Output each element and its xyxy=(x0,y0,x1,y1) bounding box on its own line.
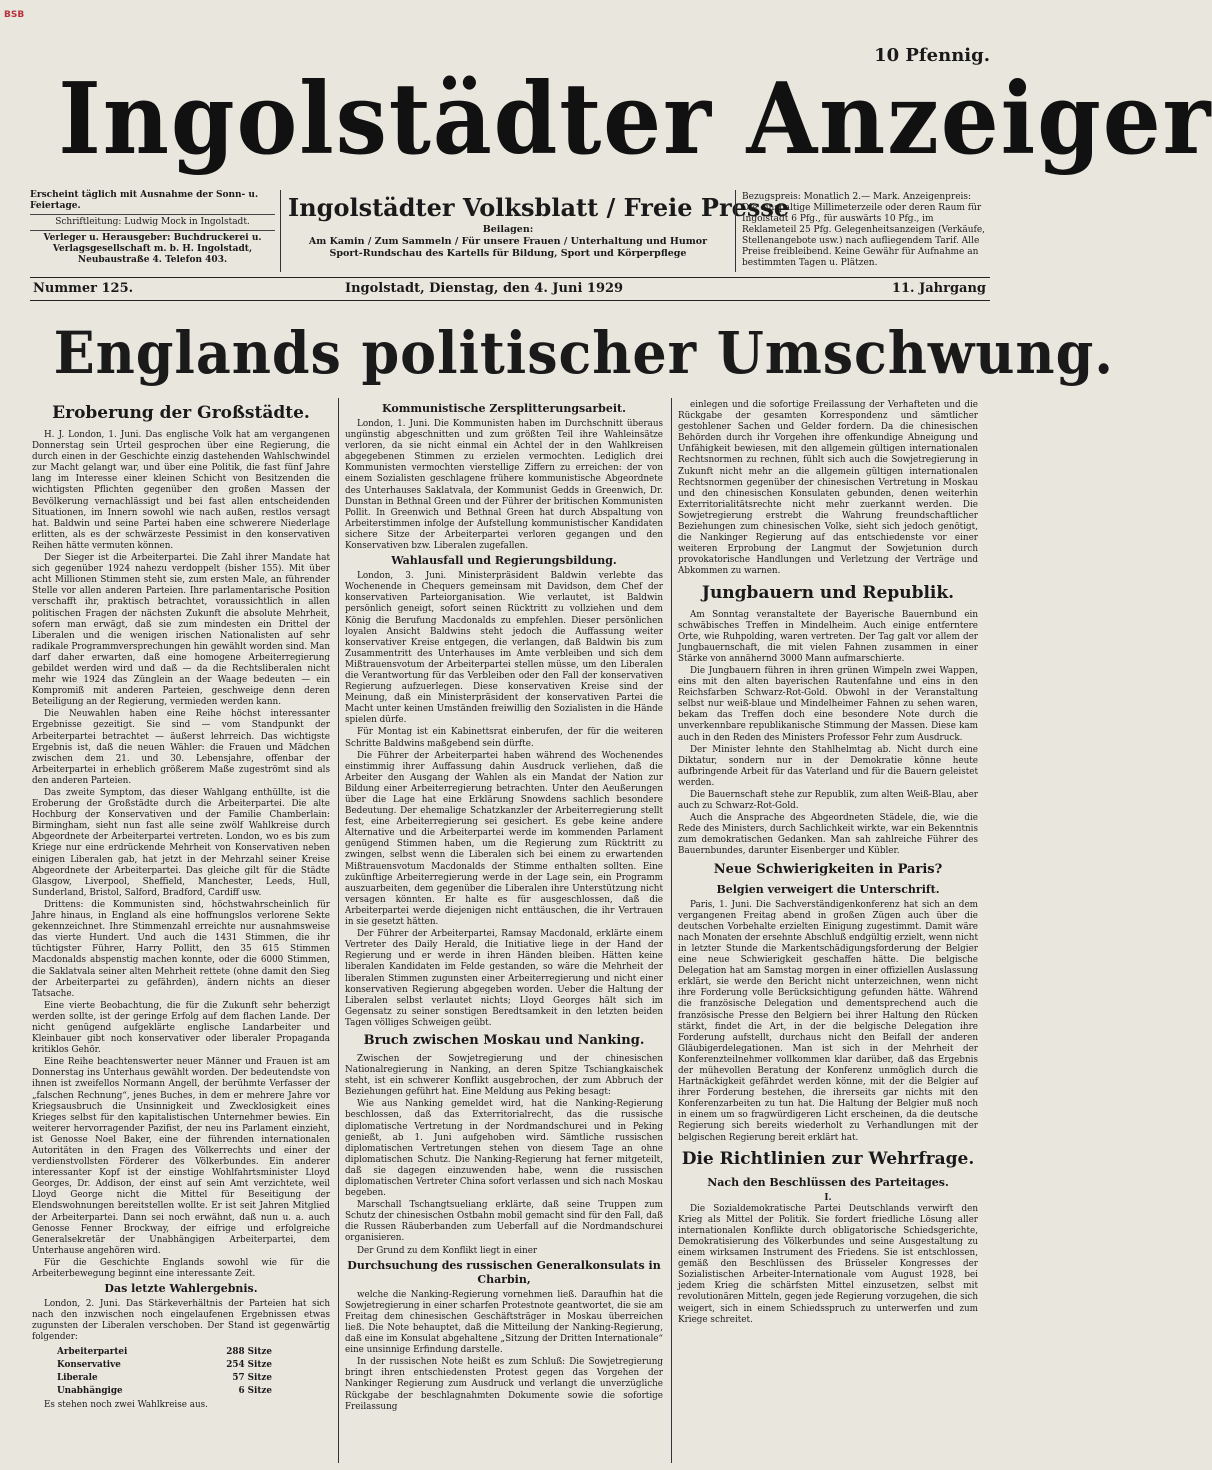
election-results-table xyxy=(57,1346,272,1398)
section-heading: Belgien verweigert die Unterschrift. xyxy=(716,882,940,896)
article-column-2 xyxy=(345,400,663,1463)
column-divider xyxy=(671,398,672,1463)
paragraph: Der Sieger ist die Arbeiterpartei. Die Zahl ihrer Mandate hat sich gegenüber 1924 nahezu verdoppelt (bisher 155). Mit über acht Millionen Stimmen steht sie, zum ersten Male, an führender Stelle vor allen anderen Parteien. Ihre parlamentarische Position verschafft ihr, praktisch betrachtet, voraussichtlich in allen politischen Fragen der nächsten Zukunft die absolute Mehrheit, sofern man erwägt, daß sie zum mindesten ein Drittel der Liberalen und die wenigen irischen Nationalisten auf sehr radikale Programmversprechungen hin gewählt worden sind. Man darf daher erwarten, daß eine homogene Arbeiterregierung gebildet werden wird und daß — da die Rechtsliberalen nicht mehr wie 1924 das Zünglein an der Waage bedeuten — ein Kompromiß mit anderen Parteien, geschweige denn deren Beteiligung an der Regierung, vermieden werden kann. xyxy=(32,553,330,708)
paragraph: Der Minister lehnte den Stahlhelmtag ab. Nicht durch eine Diktatur, sondern nur in der Demokratie könne heute aufbringende Arbeit für das Vaterland und für die Bauern geleistet werden. xyxy=(678,744,978,788)
paragraph: einlegen und die sofortige Freilassung der Verhafteten und die Rückgabe der gesamten Korrespondenz und sämtlicher gestohlener Sachen und Gelder fordern. Da die chinesischen Behörden durch ihr Vorgehen ihre offenkundige Abneigung und Unfähigkeit bewiesen, mit den allgemein gültigen internationalen Rechtsnormen zu rechnen, fühlt sich auch die Sowjetregierung in Zukunft nicht mehr an die allgemein gültigen internationalen Rechtsnormen gegenüber der chinesischen Vertretung in Moskau und den chinesischen Konsulaten gebunden, denen weiterhin Exterritorialitätsrechte nicht mehr zuerkannt werden. Die Sowjetregierung erstrebt die Wahrung freundschaftlicher Beziehungen zum chinesischen Volke, sieht sich jedoch genötigt, die Nankinger Regierung auf das entschiedenste vor einer weiteren Erprobung der Langmut der Sowjetunion durch provokatorische Handlungen und Verletzung der Verträge und Abkommen zu warnen. xyxy=(678,400,978,577)
paragraph: Für Montag ist ein Kabinettsrat einberufen, der für die weiteren Schritte Baldwins maßgebend sein dürfte. xyxy=(345,727,663,749)
library-stamp: BSB xyxy=(4,10,25,20)
column-divider xyxy=(338,398,339,1463)
pricing-box: Bezugspreis: Monatlich 2.— Mark. Anzeigenpreis: Die einspaltige Millimeterzeile oder deren Raum für Ingolstadt 6 Pfg., für auswärts 10 Pfg., im Reklameteil 25 Pfg. Gelegenheitsanzeigen (Verkäufe, Stellenangebote usw.) nach aufliegendem Tarif. Alle Preise freibleibend. Keine Gewähr für Aufnahme an bestimmten Tagen u. Plätzen. xyxy=(742,192,986,268)
issue-number: Nummer 125. xyxy=(33,281,134,296)
paragraph: Paris, 1. Juni. Die Sachverständigenkonferenz hat sich an dem vergangenen Freitag abend in großen Zügen auch über die deutschen Vorbehalte erzielten Einigung zugestimmt. Damit wäre nach Monaten der ersehnte Abschluß endgültig erzielt, wenn nicht in letzter Stunde die Markentschädigungsforderung der Belgier eine neue Schwierigkeit geschaffen hätte. Die belgische Delegation hat am Samstag morgen in einer offiziellen Auslassung erklärt, sie werde den Bericht nicht unterzeichnen, wenn nicht ihre Forderung volle Berücksichtigung gefunden hätte. Während die französische Delegation und dementsprechend auch die französische Presse den Belgiern bei ihrer Haltung den Rücken stärkt, findet die Art, in der die belgische Delegation ihre Forderung aufstellt, durchaus nicht den Beifall der anderen Gläubigerdelegationen. Man ist sich in der Mehrheit der Konferenzteilnehmer vollkommen klar darüber, daß das Ergebnis der mühevollen Beratung der Konferenz unmöglich durch die Hartnäckigkeit gefährdet werden könne, mit der die Belgier auf ihrer Forderung bestehen, die ihrerseits gar nichts mit den Konferenzarbeiten zu tun hat. Die Haltung der Belgier muß noch in einem um so fragwürdigeren Licht erscheinen, da die deutsche Regierung sich bereits wiederholt zu Verhandlungen mit der belgischen Regierung bereit erklärt hat. xyxy=(678,899,978,1143)
section-heading: Das letzte Wahlergebnis. xyxy=(104,1282,258,1296)
masthead: Ingolstädter Anzeiger xyxy=(58,62,1212,177)
paragraph: Am Sonntag veranstaltete der Bayerische Bauernbund ein schwäbisches Treffen in Mindelheim. Auch einige entferntere Orte, wie Ruhpolding, waren vertreten. Der Tag galt vor allem der Jungbauernschaft, die mit vielen Fahnen zusammen in einer Stärke von annähernd 3000 Mann aufmarschierte. xyxy=(678,609,978,664)
article-title: Kommunistische Zersplitterungsarbeit. xyxy=(382,402,626,415)
paragraph: London, 2. Juni. Das Stärkeverhältnis der Parteien hat sich nach den inzwischen noch eingelaufenen Ergebnissen etwas zugunsten der Liberalen verschoben. Der Stand ist gegenwärtig folgender: xyxy=(32,1299,330,1343)
article-column-3 xyxy=(678,400,978,1463)
section-heading: Nach den Beschlüssen des Parteitages. xyxy=(707,1175,949,1189)
editor-note: Schriftleitung: Ludwig Mock in Ingolstadt. xyxy=(30,215,275,231)
paragraph: Die Führer der Arbeiterpartei haben während des Wochenendes einstimmig ihrer Auffassung dahin Ausdruck verliehen, daß die Arbeiter den Ausgang der Wahlen als ein Mandat der Nation zur Bildung einer Arbeiterregierung betrachten. Unter den Aeußerungen über die Lage hat eine Erklärung Snowdens sachlich besondere Bedeutung. Der ehemalige Schatzkanzler der Arbeiterregierung stellt fest, eine Arbeiterregierung sei gesichert. Es gebe keine andere Alternative und die Arbeiterpartei werde im kommenden Parlament genügend Stimmen haben, um die Regierung zum Rücktritt zu zwingen, selbst wenn die Liberalen sich bei einem zu erwartenden Mißtrauensvotum Macdonalds der Stimme enthalten sollten. Eine zukünftige Arbeiterregierung werde in der Lage sein, ein Programm auszuarbeiten, dem gegenüber die Liberalen ihre Unterstützung nicht versagen könnten. Er halte es für ausgeschlossen, daß die Arbeiterpartei werde diejenigen nicht enttäuschen, die ihr Vertrauen in sie gesetzt hätten. xyxy=(345,750,663,928)
paragraph: Zwischen der Sowjetregierung und der chinesischen Nationalregierung in Nanking, an deren Spitze Tschiangkaischek steht, ist ein schwerer Konflikt ausgebrochen, der zum Abbruch der Beziehungen geführt hat. Eine Meldung aus Peking besagt: xyxy=(345,1053,663,1098)
supplements-line-2: Sport-Rundschau des Kartells für Bildung, Sport und Körperpflege xyxy=(329,248,687,259)
paragraph: Der Führer der Arbeiterpartei, Ramsay Macdonald, erklärte einem Vertreter des Daily Herald, die Initiative liege in der Hand der Regierung und er werde in ihren Händen bleiben. Hätten keine liberalen Kandidaten im Felde gestanden, so wäre die Mehrheit der liberalen Stimmen zugunsten einer Arbeiterregierung und nicht einer konservativen Regierung abgegeben worden. Ueber die Haltung der Liberalen selbst verlautet nichts; Lloyd Georges hält sich im Gegensatz zu seiner sonstigen Beredtsamkeit in den letzten beiden Tagen völliges Schweigen geübt. xyxy=(345,929,663,1028)
section-heading: Durchsuchung des russischen Generalkonsulats in Charbin, xyxy=(347,1258,661,1286)
divider xyxy=(30,300,990,301)
paragraph: Eine Reihe beachtenswerter neuer Männer und Frauen ist am Donnerstag ins Unterhaus gewählt worden. Der bedeutendste von ihnen ist zweifellos Normann Angell, der berühmte Verfasser der „falschen Rechnung“, jenes Buches, in dem er mehrere Jahre vor Kriegsausbruch die Unsinnigkeit und Zwecklosigkeit eines Krieges selbst für den kapitalistischen Unternehmer bewies. Ein weiterer hervorragender Pazifist, der neu ins Parlament einzieht, ist Genosse Noel Baker, eine der führenden internationalen Autoritäten in den Fragen des Völkerrechts und einer der verdienstvollsten Förderer des Völkerbundes. Ein anderer interessanter Kopf ist der einstige Wohlfahrtsminister Lloyd Georges, Dr. Addison, der einst auf sein Amt verzichtete, weil Lloyd George nicht die Mittel für Beseitigung der Elendswohnungen bereitstellen wollte. Er ist seit Jahren Mitglied der Arbeiterpartei. Dann sei noch erwähnt, daß nun u. a. auch Genosse Fenner Brockway, der eifrige und erfolgreiche Generalsekretär der Unabhängigen Arbeiterpartei, dem Unterhause angehören wird. xyxy=(32,1057,330,1256)
paragraph: Der Grund zu dem Konflikt liegt in einer xyxy=(357,1245,538,1256)
paragraph: Eine vierte Beobachtung, die für die Zukunft sehr beherzigt werden sollte, ist der geringe Erfolg auf dem flachen Lande. Der nicht genügend aufgeklärte englische Landarbeiter und Kleinbauer gibt noch konservativer oder liberaler Propaganda kritiklos Gehör. xyxy=(32,1000,330,1056)
paragraph: Marschall Tschangtsueliang erklärte, daß seine Truppen zum Schutz der chinesischen Ostbahn mobil gemacht sind für den Fall, daß die Russen Räuberbanden zum Ueberfall auf die Nordmandschurei organisieren. xyxy=(345,1200,663,1244)
paragraph: London, 1. Juni. Die Kommunisten haben im Durchschnitt überaus ungünstig abgeschnitten und zum größten Teil ihre Wahleinsätze verloren, da sie nicht einmal ein Achtel der in den Wahlkreisen abgegebenen Stimmen zu erzielen vermochten. Lediglich drei Kommunisten vermochten vierstellige Ziffern zu erreichen: der von einem Sozialisten geschlagene frühere kommunistische Abgeordnete des Unterhauses Saklatvala, der Kommunist Gedds in Greenwich, Dr. Dunstan in Bethnal Green und der Führer der britischen Kommunisten Pollit. In Greenwich und Bethnal Green hat durch Abspaltung von Arbeiterstimmen infolge der Aufstellung kommunistischer Kandidaten sichere Sitze der Arbeiterpartei verloren gegangen und den Konservativen bzw. Liberalen zugefallen. xyxy=(345,419,663,552)
table-row: Liberale 57 Sitze xyxy=(57,1372,272,1383)
table-row: Unabhängige 6 Sitze xyxy=(57,1385,272,1396)
issue-date: Ingolstadt, Dienstag, den 4. Juni 1929 xyxy=(345,281,624,296)
divider xyxy=(735,190,736,272)
volume: 11. Jahrgang xyxy=(891,281,986,296)
paragraph: welche die Nanking-Regierung vornehmen ließ. Daraufhin hat die Sowjetregierung in einer scharfen Protestnote geantwortet, die sie am Freitag dem chinesischen Geschäftsträger in Moskau überreichen ließ. Die Note behauptet, daß die Mitteilung der Nanking-Regierung, daß eine im Konsulat abgehaltene „Sitzung der Dritten Internationale“ eine unsinnige Erfindung darstelle. xyxy=(345,1289,663,1356)
article-title: Die Richtlinien zur Wehrfrage. xyxy=(681,1148,975,1169)
section-number: I. xyxy=(824,1192,832,1203)
supplements xyxy=(288,224,728,260)
paragraph: Drittens: die Kommunisten sind, höchstwahrscheinlich für Jahre hinaus, in England als eine hoffnungslos verlorene Sekte gekennzeichnet. Ihre Stimmenzahl erreichte nur ausnahmsweise das vierte Hundert. Und auch die 1431 Stimmen, die ihr tüchtigster Führer, Harry Pollitt, den 35 615 Stimmen Macdonalds abspenstig machen konnte, oder die 6000 Stimmen, die Saklatvala seiner alten Mehrheit rettete (ohne damit den Sieg der Arbeiterpartei zu gefährden), ändern nichts an dieser Tatsache. xyxy=(32,899,330,999)
article-title: Neue Schwierigkeiten in Paris? xyxy=(713,861,943,877)
publisher-note: Verleger u. Herausgeber: Buchdruckerei u. Verlagsgesellschaft m. b. H. Ingolstadt, Neubaustraße 4. Telefon 403. xyxy=(43,233,262,265)
divider xyxy=(30,277,990,278)
paragraph: London, 3. Juni. Ministerpräsident Baldwin verlebte das Wochenende in Chequers gemeinsam mit Davidson, dem Chef der konservativen Parteiorganisation. Wie verlautet, ist Baldwin persönlich geneigt, sofort seinen Rücktritt zu vollziehen und dem König die Berufung Macdonalds zu empfehlen. Dieser persönlichen loyalen Ansicht Baldwins steht jedoch die Auffassung weiter konservativer Kreise entgegen, die verlangen, daß Baldwin bis zum Zusammentritt des Unterhauses im Amte verbleiben und sich dem Mißtrauensvotum der Arbeiterpartei stellen müsse, um den Liberalen die Verantwortung für das Verbleiben oder den Fall der konservativen Regierung aufzuerlegen. Diese konservativen Kreise sind der Meinung, daß ein Ministerpräsident der konservativen Partei die Macht unter keinen Umständen freiwillig den Sozialisten in die Hände spielen dürfe. xyxy=(345,571,663,726)
table-row: Arbeiterpartei 288 Sitze xyxy=(57,1346,272,1357)
paragraph: Das zweite Symptom, das dieser Wahlgang enthüllte, ist die Eroberung der Großstädte durch die Arbeiterpartei. Die alte Hochburg der Konservativen und der Familie Chamberlain: Birmingham, sieht nun fast alle seine zwölf Wahlkreise durch Abgeordnete der Arbeiterpartei vertreten. London, wo es bis zum Kriege nur eine erdrückende Mehrheit von Konservativen neben einigen Liberalen gab, hat jetzt in der Mehrzahl seiner Kreise Abgeordnete der Arbeiterpartei. Das gleiche gilt für die Städte Glasgow, Liverpool, Sheffield, Manchester, Leeds, Hull, Sunderland, Bristol, Salford, Bradford, Cardiff usw. xyxy=(32,788,330,898)
price: 10 Pfennig. xyxy=(874,45,990,66)
supplements-title: Beilagen: xyxy=(482,224,534,235)
article-title: Eroberung der Großstädte. xyxy=(52,403,310,423)
paragraph: Die Neuwahlen haben eine Reihe höchst interessanter Ergebnisse gezeitigt. Sie sind — vom Standpunkt der Arbeiterpartei betrachtet — äußerst lehrreich. Das wichtigste Ergebnis ist, daß die neuen Wähler: die Frauen und Mädchen zwischen dem 21. und 30. Lebensjahre, offenbar der Arbeiterpartei in erheblich größerem Maße zugeströmt sind als den anderen Parteien. xyxy=(32,709,330,786)
article-column-1 xyxy=(32,398,330,1463)
article-title: Bruch zwischen Moskau und Nanking. xyxy=(363,1032,645,1048)
paragraph: Es stehen noch zwei Wahlkreise aus. xyxy=(44,1399,208,1410)
section-heading: Wahlausfall und Regierungsbildung. xyxy=(391,554,617,568)
paragraph: Die Jungbauern führen in ihren grünen Wimpeln zwei Wappen, eins mit den alten bayerischen Rautenfahne und eins in den Reichsfarben Schwarz-Rot-Gold. Obwohl in der Veranstaltung selbst nur weiß-blaue und Mindelheimer Fahnen zu sehen waren, bekam das Treffen doch eine besondere Note durch die unverkennbare republikanische Stimmung der Massen. Diese kam auch in den Reden des Ministers Professor Fehr zum Ausdruck. xyxy=(678,665,978,743)
paragraph: Wie aus Nanking gemeldet wird, hat die Nanking-Regierung beschlossen, daß das Exterritorialrecht, das die russische diplomatische Vertretung in der Nordmandschurei und in Peking genießt, ab 1. Juni aufgehoben wird. Sämtliche russischen diplomatischen Vertretungen stehen von diesem Tage an ohne diplomatischen Schutz. Die Nanking-Regierung hat ferner mitgeteilt, daß sie dagegen einzuwenden habe, wenn die russischen diplomatischen Vertreter China sofort verlassen und sich nach Moskau begeben. xyxy=(345,1099,663,1199)
article-title: Jungbauern und Republik. xyxy=(701,582,955,603)
paragraph: Auch die Ansprache des Abgeordneten Städele, die, wie die Rede des Ministers, durch Sachlichkeit wirkte, war ein Bekenntnis zum demokratischen Gedanken. Man sah zahlreiche Führer des Bauernbundes, darunter Eisenberger und Kübler. xyxy=(678,813,978,857)
publication-note: Erscheint täglich mit Ausnahme der Sonn- u. Feiertage. xyxy=(30,190,275,215)
paragraph: Die Sozialdemokratische Partei Deutschlands verwirft den Krieg als Mittel der Politik. Sie fordert friedliche Lösung aller internationalen Konflikte durch obligatorische Schiedsgerichte, Demokratisierung des Völkerbundes und seine Ausgestaltung zu einem wirksamen Instrument des Friedens. Sie ist entschlossen, gemäß den Beschlüssen des Brüsseler Kongresses der Sozialistischen Arbeiter-Internationale vom August 1928, bei jedem Krieg die schärfsten Mittel einzusetzen, selbst mit revolutionären Mitteln, gegen jede Regierung vorzugehen, die sich weigert, sich in einem Schiedsspruch zu unterwerfen und zum Kriege schreitet. xyxy=(678,1203,979,1325)
paragraph: H. J. London, 1. Juni. Das englische Volk hat am vergangenen Donnerstag sein Urteil gesprochen über eine Regierung, die durch einen in der Geschichte einzig dastehenden Wahlschwindel zur Macht gelangt war, und über eine Politik, die fast fünf Jahre lang im Interesse einer kleinen Schicht von Besitzenden die wichtigsten Pflichten gegenüber den großen Massen der Bevölkerung vernachlässigt und bei fast allen entscheidenden Situationen, im Innern sowohl wie nach außen, restlos versagt hat. Baldwin und seine Partei haben eine schwerere Niederlage erlitten, als es der schwärzeste Pessimist in den konservativen Reihen hätte vermuten können. xyxy=(32,430,330,551)
table-row: Konservative 254 Sitze xyxy=(57,1359,272,1370)
paragraph: In der russischen Note heißt es zum Schluß: Die Sowjetregierung bringt ihren entschiedensten Protest gegen das Vorgehen der Nankinger Regierung zum Ausdruck und verlangt die unverzügliche Rückgabe der beschlagnahmten Dokumente sowie die sofortige Freilassung xyxy=(345,1357,663,1412)
publisher-info-box xyxy=(30,190,275,272)
paragraph: Für die Geschichte Englands sowohl wie für die Arbeiterbewegung beginnt eine interessante Zeit. xyxy=(32,1257,330,1280)
supplements-line-1: Am Kamin / Zum Sammeln / Für unsere Frauen / Unterhaltung und Humor xyxy=(308,236,708,247)
divider xyxy=(280,190,281,272)
paragraph: Die Bauernschaft stehe zur Republik, zum alten Weiß-Blau, aber auch zu Schwarz-Rot-Gold. xyxy=(678,790,978,812)
main-headline: Englands politischer Umschwung. xyxy=(53,319,1114,387)
subtitle: Ingolstädter Volksblatt / Freie Presse xyxy=(288,193,790,222)
